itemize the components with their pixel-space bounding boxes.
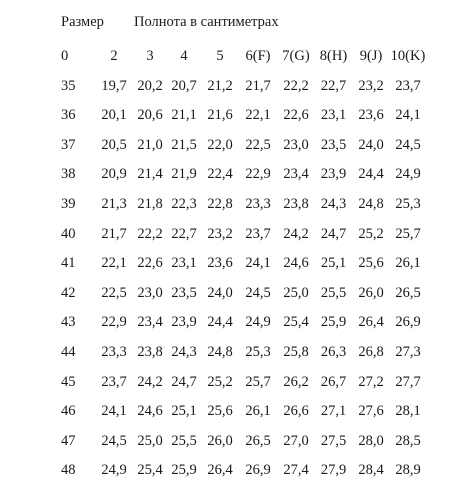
table-row [54, 131, 426, 161]
fullness-cell: 24,6 [137, 403, 163, 420]
fullness-cell: 24,2 [283, 225, 309, 242]
fullness-cell: 22,6 [283, 107, 309, 124]
fullness-cell: 26,4 [207, 462, 233, 479]
fullness-cell: 22,7 [171, 225, 197, 242]
fullness-cell: 27,2 [358, 373, 384, 390]
fullness-cell: 21,8 [137, 195, 163, 212]
fullness-cell: 24,1 [101, 403, 127, 420]
fullness-cell: 27,0 [283, 432, 309, 449]
row-size-cell: 46 [61, 403, 76, 420]
column-header: 4 [180, 48, 188, 64]
fullness-cell: 27,6 [358, 403, 384, 420]
fullness-cell: 25,8 [283, 343, 309, 360]
fullness-cell: 23,8 [137, 343, 163, 360]
row-size-cell: 36 [61, 107, 76, 124]
fullness-cell: 23,4 [137, 314, 163, 331]
table-heading [0, 14, 474, 36]
fullness-cell: 23,3 [245, 195, 271, 212]
fullness-cell: 24,4 [207, 314, 233, 331]
fullness-cell: 24,3 [171, 343, 197, 360]
fullness-cell: 26,5 [395, 284, 421, 301]
fullness-cell: 26,2 [283, 373, 309, 390]
table-row [54, 72, 426, 102]
fullness-cell: 22,5 [245, 136, 271, 153]
table-row [54, 101, 426, 131]
fullness-cell: 23,0 [137, 284, 163, 301]
fullness-cell: 21,9 [171, 166, 197, 183]
fullness-cell: 26,3 [320, 343, 347, 360]
fullness-cell: 24,9 [245, 314, 271, 331]
fullness-cell: 25,3 [245, 343, 271, 360]
fullness-cell: 23,7 [395, 77, 421, 94]
fullness-cell: 25,3 [395, 195, 421, 212]
row-size-cell: 38 [61, 166, 76, 183]
table-row [54, 190, 426, 220]
fullness-cell: 21,0 [137, 136, 163, 153]
fullness-cell: 25,0 [283, 284, 309, 301]
fullness-cell: 22,0 [207, 136, 233, 153]
fullness-cell: 26,7 [320, 373, 347, 390]
fullness-cell: 24,5 [101, 432, 127, 449]
fullness-cell: 25,6 [207, 403, 233, 420]
column-header: 5 [216, 48, 224, 64]
fullness-cell: 23,9 [171, 314, 197, 331]
fullness-cell: 25,9 [171, 462, 197, 479]
fullness-cell: 25,4 [283, 314, 309, 331]
row-size-cell: 35 [61, 77, 76, 94]
table-row [54, 456, 426, 486]
column-header-row [54, 42, 426, 72]
fullness-cell: 24,2 [137, 373, 163, 390]
fullness-cell: 21,7 [101, 225, 127, 242]
table-row [54, 427, 426, 457]
fullness-cell: 25,9 [320, 314, 347, 331]
fullness-cell: 23,2 [358, 77, 384, 94]
fullness-cell: 22,5 [101, 284, 127, 301]
fullness-cell: 24,0 [358, 136, 384, 153]
table-row [54, 338, 426, 368]
fullness-cell: 25,6 [358, 255, 384, 272]
fullness-cell: 21,6 [207, 107, 233, 124]
row-size-cell: 41 [61, 255, 76, 272]
fullness-cell: 26,9 [245, 462, 271, 479]
fullness-cell: 21,4 [137, 166, 163, 183]
fullness-cell: 20,1 [101, 107, 127, 124]
fullness-cell: 22,2 [137, 225, 163, 242]
fullness-cell: 23,2 [207, 225, 233, 242]
fullness-cell: 26,4 [358, 314, 384, 331]
fullness-cell: 22,9 [101, 314, 127, 331]
fullness-cell: 28,9 [395, 462, 421, 479]
column-header: 7(G) [282, 48, 310, 64]
fullness-cell: 28,1 [395, 403, 421, 420]
fullness-cell: 27,9 [320, 462, 347, 479]
fullness-cell: 25,4 [137, 462, 163, 479]
fullness-cell: 22,2 [283, 77, 309, 94]
fullness-cell: 23,3 [101, 343, 127, 360]
fullness-cell: 21,2 [207, 77, 233, 94]
fullness-title: Полнота в сантиметрах [134, 14, 279, 30]
fullness-cell: 25,1 [171, 403, 197, 420]
fullness-cell: 23,8 [283, 195, 309, 212]
column-header: 0 [61, 48, 69, 64]
fullness-cell: 25,2 [358, 225, 384, 242]
fullness-cell: 26,6 [283, 403, 309, 420]
fullness-cell: 26,1 [395, 255, 421, 272]
fullness-cell: 28,4 [358, 462, 384, 479]
fullness-cell: 21,1 [171, 107, 197, 124]
fullness-cell: 21,7 [245, 77, 271, 94]
fullness-cell: 24,8 [358, 195, 384, 212]
fullness-cell: 26,9 [395, 314, 421, 331]
size-column-title: Размер [61, 14, 104, 30]
fullness-cell: 23,0 [283, 136, 309, 153]
table-row [54, 160, 426, 190]
column-header: 2 [110, 48, 118, 64]
table-row [54, 368, 426, 398]
fullness-cell: 22,1 [245, 107, 271, 124]
fullness-cell: 24,7 [320, 225, 347, 242]
fullness-cell: 23,6 [358, 107, 384, 124]
fullness-cell: 24,9 [395, 166, 421, 183]
fullness-cell: 20,9 [101, 166, 127, 183]
fullness-cell: 23,5 [171, 284, 197, 301]
fullness-cell: 27,7 [395, 373, 421, 390]
fullness-cell: 25,1 [320, 255, 347, 272]
size-fullness-table [54, 42, 426, 486]
fullness-cell: 19,7 [101, 77, 127, 94]
fullness-cell: 23,1 [171, 255, 197, 272]
fullness-cell: 24,5 [395, 136, 421, 153]
fullness-cell: 28,5 [395, 432, 421, 449]
fullness-cell: 24,1 [395, 107, 421, 124]
table-row [54, 279, 426, 309]
fullness-cell: 20,2 [137, 77, 163, 94]
fullness-cell: 22,3 [171, 195, 197, 212]
table-row [54, 308, 426, 338]
fullness-cell: 25,7 [245, 373, 271, 390]
fullness-cell: 24,0 [207, 284, 233, 301]
fullness-cell: 24,3 [320, 195, 347, 212]
row-size-cell: 37 [61, 136, 76, 153]
row-size-cell: 42 [61, 284, 76, 301]
fullness-cell: 25,0 [137, 432, 163, 449]
table-row [54, 249, 426, 279]
fullness-cell: 27,5 [320, 432, 347, 449]
fullness-cell: 22,7 [320, 77, 347, 94]
fullness-cell: 24,6 [283, 255, 309, 272]
row-size-cell: 48 [61, 462, 76, 479]
row-size-cell: 45 [61, 373, 76, 390]
fullness-cell: 20,7 [171, 77, 197, 94]
column-header: 9(J) [359, 48, 383, 64]
fullness-cell: 22,6 [137, 255, 163, 272]
fullness-cell: 26,5 [245, 432, 271, 449]
fullness-cell: 23,9 [320, 166, 347, 183]
fullness-cell: 20,6 [137, 107, 163, 124]
fullness-cell: 22,9 [245, 166, 271, 183]
fullness-cell: 23,5 [320, 136, 347, 153]
fullness-cell: 23,7 [101, 373, 127, 390]
row-size-cell: 40 [61, 225, 76, 242]
fullness-cell: 21,3 [101, 195, 127, 212]
column-header: 6(F) [245, 48, 271, 64]
fullness-cell: 23,7 [245, 225, 271, 242]
fullness-cell: 25,5 [171, 432, 197, 449]
row-size-cell: 44 [61, 343, 76, 360]
fullness-cell: 24,7 [171, 373, 197, 390]
fullness-cell: 26,8 [358, 343, 384, 360]
fullness-cell: 20,5 [101, 136, 127, 153]
fullness-cell: 27,1 [320, 403, 347, 420]
fullness-cell: 27,3 [395, 343, 421, 360]
row-size-cell: 47 [61, 432, 76, 449]
fullness-cell: 23,4 [283, 166, 309, 183]
fullness-cell: 26,0 [207, 432, 233, 449]
table-body [54, 72, 426, 486]
fullness-cell: 22,1 [101, 255, 127, 272]
fullness-cell: 24,9 [101, 462, 127, 479]
fullness-cell: 27,4 [283, 462, 309, 479]
fullness-cell: 23,1 [320, 107, 347, 124]
fullness-cell: 24,4 [358, 166, 384, 183]
fullness-cell: 26,1 [245, 403, 271, 420]
fullness-cell: 24,8 [207, 343, 233, 360]
fullness-cell: 23,6 [207, 255, 233, 272]
fullness-cell: 24,5 [245, 284, 271, 301]
fullness-cell: 25,2 [207, 373, 233, 390]
row-size-cell: 39 [61, 195, 76, 212]
fullness-cell: 25,5 [320, 284, 347, 301]
fullness-cell: 28,0 [358, 432, 384, 449]
fullness-cell: 22,8 [207, 195, 233, 212]
fullness-cell: 24,1 [245, 255, 271, 272]
fullness-cell: 25,7 [395, 225, 421, 242]
table-row [54, 220, 426, 250]
table-row [54, 397, 426, 427]
column-header: 3 [146, 48, 154, 64]
column-header: 8(H) [319, 48, 348, 64]
column-header: 10(K) [390, 48, 426, 64]
row-size-cell: 43 [61, 314, 76, 331]
fullness-cell: 21,5 [171, 136, 197, 153]
fullness-cell: 26,0 [358, 284, 384, 301]
fullness-cell: 22,4 [207, 166, 233, 183]
